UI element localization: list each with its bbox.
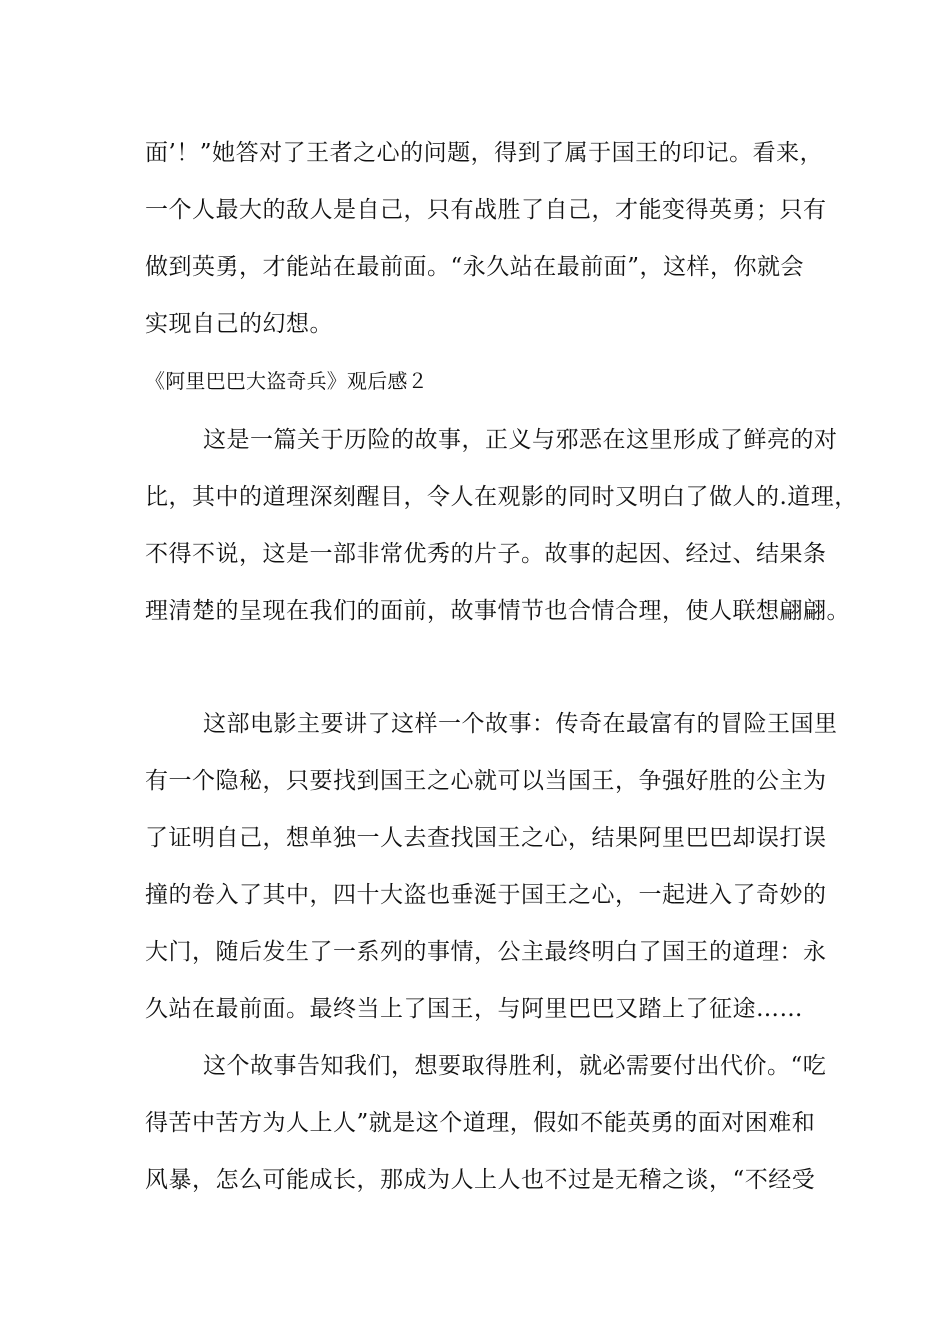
paragraph-line: 这部电影主要讲了这样一个故事：传奇在最富有的冒险王国里 (203, 711, 838, 737)
paragraph-line: 一个人最大的敌人是自己，只有战胜了自己，才能变得英勇；只有 (145, 197, 827, 223)
paragraph-line: 了证明自己，想单独一人去查找国王之心，结果阿里巴巴却误打误 (145, 825, 827, 851)
paragraph-line: 这个故事告知我们，想要取得胜利，就必需要付出代价。“吃 (203, 1053, 827, 1079)
paragraph-line: 得苦中苦方为人上人”就是这个道理，假如不能英勇的面对困难和 (145, 1110, 816, 1136)
section-heading: 《阿里巴巴大盗奇兵》观后感２ (145, 369, 428, 393)
paragraph-line: 久站在最前面。最终当上了国王，与阿里巴巴又踏上了征途…… (145, 996, 803, 1022)
paragraph-line: 这是一篇关于历险的故事，正义与邪恶在这里形成了鲜亮的对 (203, 427, 838, 453)
paragraph-line: 不得不说，这是一部非常优秀的片子。故事的起因、经过、结果条 (145, 541, 827, 567)
paragraph-line: 大门，随后发生了一系列的事情，公主最终明白了国王的道理：永 (145, 939, 827, 965)
paragraph-line: 有一个隐秘，只要找到国王之心就可以当国王，争强好胜的公主为 (145, 768, 827, 794)
paragraph-line: 做到英勇，才能站在最前面。“永久站在最前面”，这样，你就会 (145, 254, 805, 280)
paragraph-line: 风暴，怎么可能成长，那成为人上人也不过是无稽之谈，“不经受 (145, 1167, 816, 1193)
paragraph-line: 面’！”她答对了王者之心的问题，得到了属于国王的印记。看来， (145, 140, 824, 166)
paragraph-line: 实现自己的幻想。 (145, 311, 333, 337)
paragraph-line: 理清楚的呈现在我们的面前，故事情节也合情合理，使人联想翩翩。 (145, 598, 850, 624)
paragraph-line: 比，其中的道理深刻醒目，令人在观影的同时又明白了做人的.道理， (145, 484, 858, 510)
paragraph-line: 撞的卷入了其中，四十大盗也垂涎于国王之心，一起进入了奇妙的 (145, 882, 827, 908)
